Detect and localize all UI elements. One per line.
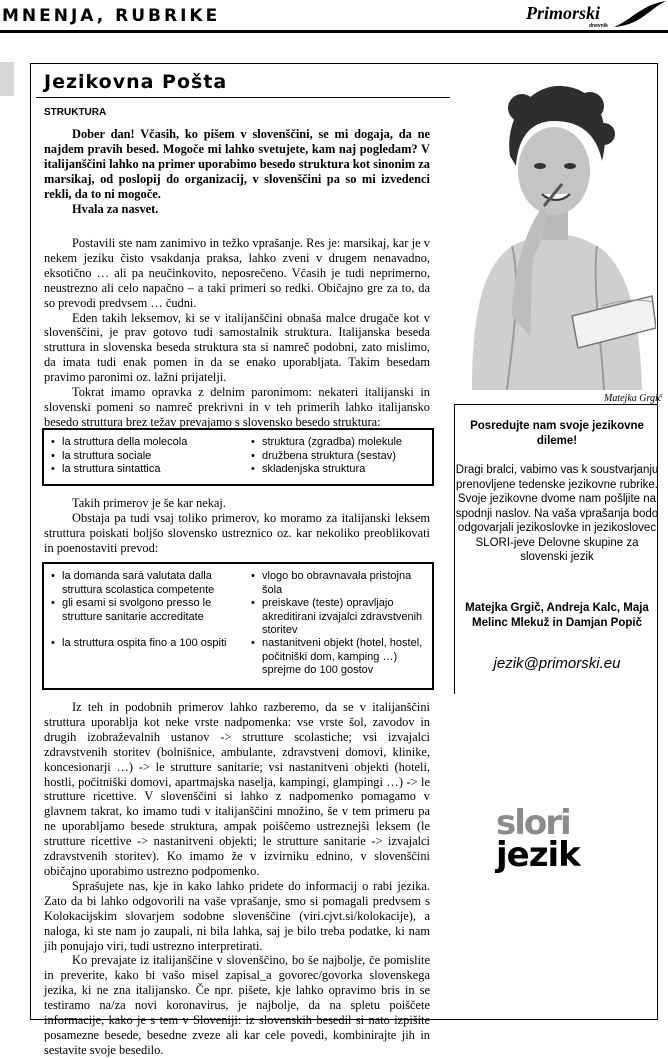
table2-slovene-column [250,570,426,678]
answer-block-3 [44,700,430,1058]
answer-paragraph: Iz teh in podobnih primerov lahko razberemo, da se v italijanščini struttura uporablja kot neke vrste nadpomenka: vse vrste šol, zavodov in drugih izobraževalnih ustanov -> strutture scolastiche; vsi izvajalci zdravstvenih storitev (bolnišnice, ambulante, zdravstveni domovi, klinike, koncesionarji …) -> le strutture sanitarie; vsi nastanitveni objekti (hoteli, hostli, počitniški domovi, apartmajska naselja, kampingi, glampingi …) -> le strutture ricettive. V slovenščini si lahko z nadpomenko pomagamo v glavnem takrat, ko imamo tudi v italijanščini množino, še v tem primeru pa ne uporabljamo besede struktura, ampak poiščemo ustreznejši leksem (le strutture ricettive -> nastanitveni objekti; le strutture sanitarie -> izvajalci zdravstvenih storitev). Ko imamo že v izvirniku ednino, v slovenščini običajno uporabimo ustrezno podpomenko. [44,700,430,878]
table1-italian-column [50,436,240,477]
table2-italian-column [50,570,236,651]
answer-paragraph: Obstaja pa tudi vsaj toliko primerov, ko moramo za italijanski leksem struttura poiskati boljšo slovensko ustreznico oz. kar nekoliko preoblikovati in poenostaviti prevod: [44,510,430,555]
answer-paragraph: Sprašujete nas, kje in kako lahko pridete do informacij o rabi jezika. Zato da bi lahko odgovorili na vaše vprašanje, smo si pomagali predvsem s Kolokacijskim slovarjem sodobne slovenščine (viri.cjvt.si/kolokacije), a naloga, ki ste nam jo zaupali, ni bila lahka, saj je bilo treba podatke, ki nam jih ponujajo viri, tudi ustrezno interpretirati. [44,878,430,953]
seagull-icon [612,0,668,30]
table-item: • la struttura della molecola [50,436,240,450]
sidebox-title: Posredujte nam svoje jezikovne dileme! [470,420,644,447]
reader-letter [44,127,430,216]
call-for-questions-box [454,404,658,694]
answer-block-2 [44,496,430,556]
table-item: • skladenjska struktura [250,463,430,477]
sidebox-names: Matejka Grgič, Andreja Kalc, Maja Melinc Mlekuž in Damjan Popič [465,602,649,629]
newspaper-logo: Primorski [526,3,601,23]
letter-signoff: Hvala za nasvet. [72,201,159,216]
article-subhead: STRUKTURA [44,107,107,118]
author-photo [452,66,656,390]
table-item: • nastanitveni objekt (hotel, hostel, počitniški dom, kamping …) sprejme do 100 gostov [250,637,426,678]
example-table-1 [42,428,434,486]
page-header [0,0,668,36]
table-item: • la struttura sintattica [50,463,240,477]
sidebox-body: Dragi bralci, vabimo vas k soustvarjanju prenovljene tedenske jezikovne rubrike. Svoje jezikovne dvome nam pošljite na spodnji naslov. Na vaša vprašanja bodo odgovarjali jezikoslovke in jezikoslovec SLORI-jeve Delovne skupine za slovenski jezik [455,464,659,563]
table-item: • la struttura ospita fino a 100 ospiti [50,637,236,651]
answer-paragraph: Takih primerov je še kar nekaj. [72,496,226,510]
photo-caption: Matejka Grgič [604,393,663,404]
article-title: Jezikovna Pošta [44,71,228,93]
table-item: • la domanda sarà valutata dalla struttura scolastica competente [50,570,236,597]
newspaper-logo-sub: dnevnik [589,23,608,29]
table-item: • struktura (zgradba) molekule [250,436,430,450]
answer-paragraph: Eden takih leksemov, ki se v italijanščini obnaša malce drugače kot v slovenščini, je prav gotovo tudi samostalnik struktura. Italijanska beseda struttura in slovenska beseda struktura sta si namreč podobni, zato mislimo, da imata tudi enak pomen in da se enako uporabljata. Takim besedam pravimo paronimi oz. lažni prijatelji. [44,310,430,385]
answer-paragraph: Ko prevajate iz italijanščine v slovenščino, bo še najbolje, če pomislite in preverite, kako bi vašo misel zapisal_a govorec/govorka slovenskega jezika, ki ne zna italijansko. Če npr. pišete, kje lahko opravimo bris in se testiramo na/za novi koronavirus, je najbolje, da na spletu poiščete informacije, kako je s tem v Sloveniji: iz slovenskih besedil si nato izpišite posamezne besede, besedne zveze ali kar cele povedi, kombinirajte jih in sestavite svoje besedilo. [44,953,430,1057]
section-title: MNENJA, RUBRIKE [2,6,221,26]
table1-slovene-column [250,436,430,477]
contact-email-link[interactable]: jezik@primorski.eu [493,655,621,672]
table-item: • vlogo bo obravnavala pristojna šola [250,570,426,597]
example-table-2 [42,562,434,690]
header-rule [0,30,668,33]
slori-jezik-logo [496,803,580,875]
table-item: • la struttura sociale [50,450,240,464]
table-item: • družbena struktura (sestav) [250,450,430,464]
logo-line-jezik: jezik [496,835,580,875]
logo-line-slori: slori [496,803,570,843]
letter-paragraph: Dober dan! Včasih, ko pišem v slovenščini, se mi dogaja, da ne najdem pravih besed. Mogoče mi lahko svetujete, kam naj pogledam? V italijanščini lahko na primer uporabimo besedo struktura kot sinonim za marsikaj, od poslopij do organizacij, v slovenščini pa so mi izvedenci rekli, da to ni mogoče. [44,127,430,201]
answer-paragraph: Tokrat imamo opravka z delnim paronimom: nekateri italijanski in slovenski pomeni so namreč prekrivni in v teh primerih lahko italijansko besedo struttura brez težav prevajamo s slovensko besedo struktura: [44,385,430,429]
answer-paragraph: Postavili ste nam zanimivo in težko vprašanje. Res je: marsikaj, kar je v nekem jeziku čisto vsakdanja praksa, lahko zveni v drugem nenavadno, eksotično … ali pa neučinkovito, neposrečeno. Včasih je tudi neprimerno, neustrezno ali celo napačno – a taki primeri so redki. Običajno gre za to, da so prevodi predvsem … čudni. [44,236,430,310]
table-item: • gli esami si svolgono presso le strutture sanitarie accreditate [50,597,236,637]
answer-block-1 [44,236,430,430]
table-item: • preiskave (teste) opravljajo akreditirani izvajalci zdravstvenih storitev [250,597,426,637]
margin-tab [0,62,14,96]
title-rule [36,97,450,98]
